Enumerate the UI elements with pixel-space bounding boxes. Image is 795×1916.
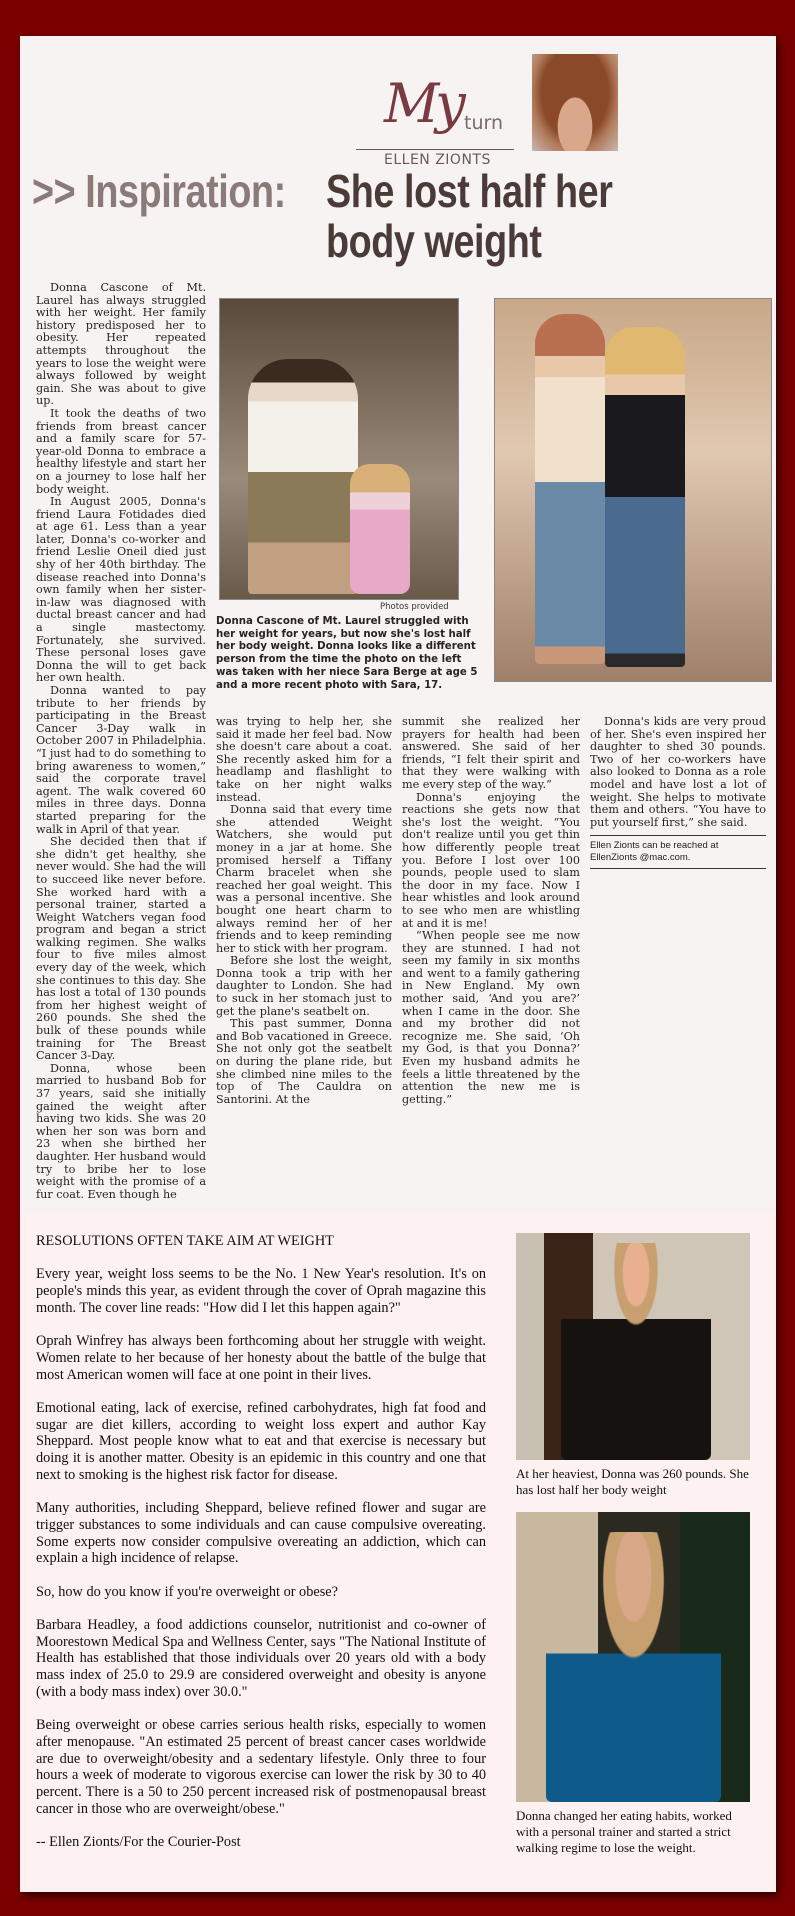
figure-donna-blue-dress xyxy=(546,1532,721,1802)
sidebar-paragraph: Many authorities, including Sheppard, believe refined flower and sugar are trigger substances to some individuals and can cause compulsive overeating. Some experts now consider compulsive overeating an addiction, which can explain a high incidence of relapse. xyxy=(36,1500,486,1567)
divider xyxy=(590,835,766,836)
sidebar-body xyxy=(36,1233,486,1868)
sidebar-paragraph: Oprah Winfrey has always been forthcoming about her struggle with weight. Women relate to her because of her honesty about the battle of the bulge that most American women will face at one point in their lives. xyxy=(36,1333,486,1383)
headline-kicker: >> Inspiration: xyxy=(32,165,286,217)
photo-before-with-niece xyxy=(219,298,459,600)
author-contact: Ellen Zionts can be reached at EllenZionts @mac.com. xyxy=(590,840,719,864)
figure-donna-after xyxy=(605,327,685,667)
paragraph: This past summer, Donna and Bob vacationed in Greece. She not only got the seatbelt on during the plane ride, but she climbed nine miles to the top of The Cauldra on Santorini. At the xyxy=(216,1017,392,1106)
headline-line1: She lost half her xyxy=(326,165,613,217)
logo-turn: turn xyxy=(464,112,504,134)
paragraph: “When people see me now they are stunned. I had not seen my family in six months and went to a family gathering in New England. My own mother said, ‘And you are?’ when I came in the door. She and my brother did not recognize me. She said, ‘Oh my God, is that you Donna?’ Even my husband admits he feels a little threatened by the attention the new me is getting.” xyxy=(402,929,580,1106)
paragraph: Donna's enjoying the reactions she gets now that she's lost the weight. “You don't realize until you get thin how differently people treat you. Before I lost over 100 pounds, people used to slam the door in my face. Now I hear whistles and look around to see who men are whistling at and it is me! xyxy=(402,790,580,930)
logo-my: My xyxy=(384,72,462,135)
logo-divider xyxy=(356,149,514,150)
divider xyxy=(590,868,766,869)
sidebar-paragraph: Emotional eating, lack of exercise, refined carbohydrates, high fat food and sugar are diet killers, according to weight loss expert and author Kay Sheppard. Most people know what to eat and that exercise is necessary but doing it is another matter. Obesity is an epidemic in this country and one that next to smoking is the highest risk factor for disease. xyxy=(36,1399,486,1483)
sidebar-paragraph: Barbara Headley, a food addictions counselor, nutritionist and co-owner of Moorestown Medical Spa and Wellness Center, says "The National Institute of Health has established that those individuals over 20 years old with a body mass index of 25.0 to 29.9 are considered overweight and obesity is anyone (with a body mass index) over 30.0." xyxy=(36,1617,486,1700)
headline-line2: body weight xyxy=(326,215,542,267)
author-photo xyxy=(532,54,618,151)
article-column-4 xyxy=(590,716,766,873)
article-column-2 xyxy=(216,716,392,1106)
paragraph: summit she realized her prayers for health had been answered. She said of her friends, “I felt their spirit and that they were walking with me every step of the way.” xyxy=(402,715,580,791)
photo-credit: Photos provided xyxy=(380,602,449,612)
figure-niece xyxy=(350,464,410,594)
figure-niece-teen xyxy=(535,314,605,664)
sidebar-photos xyxy=(516,1233,750,1868)
sidebar-paragraph: Every year, weight loss seems to be the No. 1 New Year's resolution. It's on people's minds this year, as evident through the cover of Oprah magazine this month. The cover line reads: "How did I let this happen again?" xyxy=(36,1266,486,1316)
photo-donna-now xyxy=(516,1512,750,1802)
paragraph: was trying to help her, she said it made her feel bad. Now she doesn't care about a coat. She recently asked him for a headlamp and flashlight to take on her night walks instead. xyxy=(216,715,392,804)
caption-now: Donna changed her eating habits, worked with a personal trainer and started a strict walking regime to lose the weight. xyxy=(516,1808,732,1855)
paragraph: Before she lost the weight, Donna took a trip with her daughter to London. She had to suck in her stomach just to get the plane's seatbelt on. xyxy=(216,954,392,1018)
caption-heaviest: At her heaviest, Donna was 260 pounds. She has lost half her body weight xyxy=(516,1466,749,1497)
newspaper-clipping xyxy=(20,36,776,1213)
photo-caption: Donna Cascone of Mt. Laurel struggled with her weight for years, but now she's lost half her body weight. Donna looks like a different person from the time the photo on the left was taken with her niece Sara Berge at age 5 and a more recent photo with Sara, 17. xyxy=(216,616,478,691)
paragraph: In August 2005, Donna's friend Laura Fotidades died at age 61. Less than a year later, Donna's co-worker and friend Leslie Oneil died just shy of her 40th birthday. The disease reached into Donna's own family when her sister-in-law was diagnosed with ductal breast cancer and had a single mastectomy. Fortunately, she survived. These personal loses gave Donna the will to get back her own health. xyxy=(36,495,206,685)
article-column-3 xyxy=(402,716,580,1106)
sidebar-section xyxy=(20,1213,776,1868)
paragraph: Donna, whose been married to husband Bob for 37 years, said she initially gained the weight after having two kids. She was 20 when her son was born and 23 when she birthed her daughter. Her husband would try to bribe her to lose weight with the promise of a fur coat. Even though he xyxy=(36,1061,206,1201)
article-page xyxy=(20,36,776,1892)
paragraph: Donna said that every time she attended Weight Watchers, she would put money in a jar at home. She promised herself a Tiffany Charm bracelet when she reached her goal weight. This was a personal incentive. She bought one heart charm to always remind her of her friends and to keep reminding her to stick with her program. xyxy=(216,803,392,955)
photo-donna-heaviest xyxy=(516,1233,750,1460)
sidebar-paragraph: So, how do you know if you're overweight or obese? xyxy=(36,1583,338,1600)
sidebar-byline: -- Ellen Zionts/For the Courier-Post xyxy=(36,1834,241,1851)
contact-box xyxy=(590,835,766,869)
figure-donna-before xyxy=(248,359,358,594)
my-turn-logo xyxy=(356,70,556,168)
paragraph: Donna's kids are very proud of her. She's even inspired her daughter to shed 30 pounds. Two of her co-workers have also looked to Donna as a role model and have lost a lot of weight. She helps to motivate them and others. “You have to put yourself first,” she said. xyxy=(590,715,766,829)
paragraph: It took the deaths of two friends from breast cancer and a family scare for 57-year-old Donna to embrace a healthy lifestyle and start her on a journey to lose half her body weight. xyxy=(36,406,206,496)
logo-author: ELLEN ZIONTS xyxy=(384,152,491,168)
article-column-1 xyxy=(36,282,206,1201)
photo-after-with-niece xyxy=(494,298,772,682)
sidebar-title: RESOLUTIONS OFTEN TAKE AIM AT WEIGHT xyxy=(36,1233,334,1249)
figure-donna-black-dress xyxy=(561,1243,711,1460)
paragraph: Donna wanted to pay tribute to her friends by participating in the Breast Cancer 3-Day walk in October 2007 in Philadelphia. “I just had to do something to bring awareness to women,” said the corporate travel agent. The walk covered 60 miles in three days. Donna started preparing for the walk in April of that year. xyxy=(36,684,206,836)
sidebar-paragraph: Being overweight or obese carries serious health risks, especially to women after menopause. "An estimated 25 percent of breast cancer cases worldwide are due to overweight/obesity and a sedentary lifestyle. Only three to four hours a week of moderate to vigorous exercise can lower the risk by 30 to 40 percent. There is a 50 to 250 percent increased risk of postmenopausal breast cancer in those who are overweight/obese." xyxy=(36,1717,486,1817)
paragraph: Donna Cascone of Mt. Laurel has always struggled with her weight. Her family history predisposed her to obesity. Her repeated attempts throughout the years to lose the weight were always followed by weight gain. She was about to give up. xyxy=(36,281,206,408)
paragraph: She decided then that if she didn't get healthy, she never would. She had the will to succeed like never before. She worked hard with a personal trainer, started a Weight Watchers vegan food program and began a strict walking regimen. She walks four to five miles almost every day of the week, which she continues to this day. She has lost a total of 130 pounds from her highest weight of 260 pounds. She shed the bulk of these pounds while training for The Breast Cancer 3-Day. xyxy=(36,835,206,1063)
